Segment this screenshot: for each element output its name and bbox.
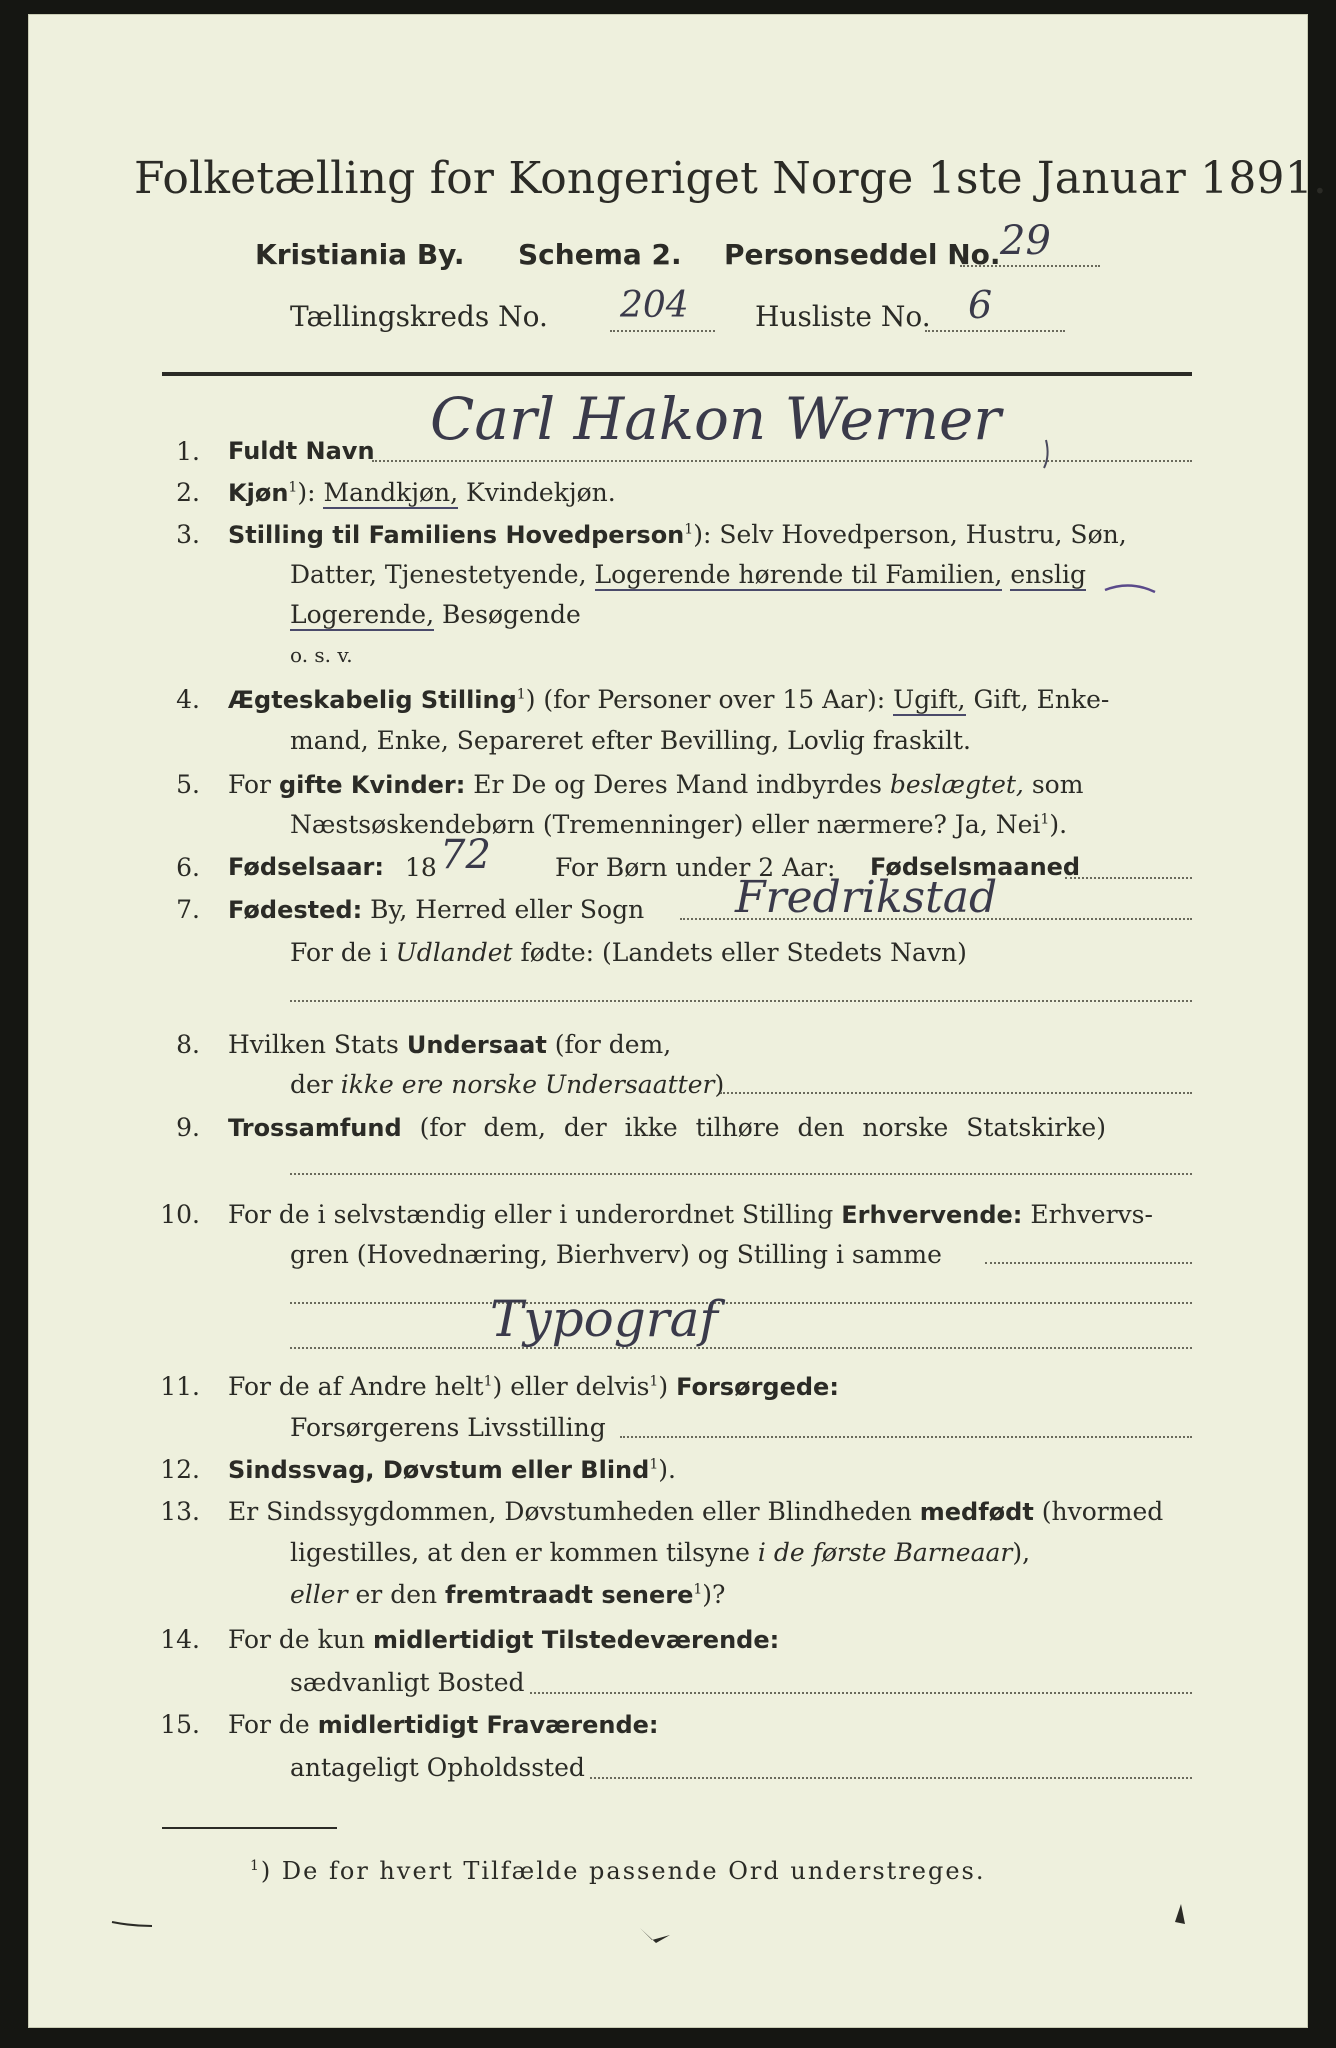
header-rule <box>162 372 1192 376</box>
schema-label: Schema 2. <box>518 238 682 271</box>
item-10-dotline-2 <box>290 1302 1192 1304</box>
item-9-number: 9. <box>176 1113 200 1142</box>
handwritten-full-name: Carl Hakon Werner <box>430 385 1002 453</box>
option-logerende-horende-underlined: Logerende hørende til Familien, <box>594 560 1003 589</box>
item-4-line-1 <box>228 685 1109 714</box>
item-3-line-2 <box>290 560 1086 589</box>
item-9-line-1 <box>228 1113 1106 1142</box>
item-5-sup: 1 <box>1040 811 1050 828</box>
item-11-line-1-b: ) eller delvis <box>492 1372 650 1401</box>
item-15-number: 15. <box>160 1710 200 1739</box>
item-5-number: 5. <box>176 770 200 799</box>
item-5-label: gifte Kvinder: <box>278 771 466 799</box>
item-10-line-1-a: For de i selvstændig eller i underordnet Stilling <box>228 1200 834 1229</box>
option-enslig-underlined: enslig <box>1010 560 1087 589</box>
item-15-label: midlertidigt Fraværende: <box>317 1711 659 1739</box>
item-3-osv: o. s. v. <box>290 643 353 667</box>
item-13-number: 13. <box>160 1497 200 1526</box>
item-1-dotline <box>372 460 1192 462</box>
handwritten-occupation: Typograf <box>490 1290 718 1348</box>
item-8-line-2 <box>290 1070 724 1099</box>
item-2-label: Kjøn <box>228 479 289 507</box>
item-13-line-2-a: ligestilles, at den er kommen tilsyne <box>290 1538 750 1567</box>
item-14-number: 14. <box>160 1625 200 1654</box>
item-3-number: 3. <box>176 520 200 549</box>
item-4-line-1-rest: ) (for Personer over 15 Aar): <box>525 685 886 714</box>
husliste-label: Husliste No. <box>755 300 931 333</box>
item-14-label: midlertidigt Tilstedeværende: <box>372 1626 780 1654</box>
item-5-line-1-a: For <box>228 770 271 799</box>
item-8-label: Undersaat <box>406 1031 547 1059</box>
item-10-dotline <box>985 1262 1192 1264</box>
item-12-line <box>228 1455 676 1484</box>
item-15-line-2: antageligt Opholdssted <box>290 1753 585 1782</box>
item-6-label: Fødselsaar: <box>228 853 384 881</box>
item-2-sup: 1 <box>288 479 298 496</box>
item-3-line-2-start: Datter, Tjenestetyende, <box>290 560 587 589</box>
footnote-rule <box>162 1827 337 1829</box>
item-14-line-1-a: For de kun <box>228 1625 366 1654</box>
item-15-line-1 <box>228 1710 659 1739</box>
kreds-label: Tællingskreds No. <box>290 300 548 333</box>
item-5-line-2 <box>290 810 1067 839</box>
item-5-line-2-end: ). <box>1049 810 1068 839</box>
item-13-line-3 <box>290 1580 725 1609</box>
personseddel-dotline <box>960 265 1100 267</box>
item-6-dotline <box>1065 877 1192 879</box>
item-13-line-3-italic: eller <box>290 1580 348 1609</box>
item-14-dotline <box>530 1692 1192 1694</box>
item-8-line-2-a: der <box>290 1070 333 1099</box>
item-10-line-1-b: Erhvervs- <box>1030 1200 1153 1229</box>
item-6-year-prefix: 18 <box>405 853 437 882</box>
option-ugift-underlined: Ugift, <box>893 685 966 714</box>
item-12-label: Sindssvag, Døvstum eller Blind <box>228 1456 650 1484</box>
item-4-line-2: mand, Enke, Separeret efter Bevilling, Lovlig fraskilt. <box>290 726 971 755</box>
item-7-line-2 <box>290 938 967 967</box>
item-11-number: 11. <box>160 1372 200 1401</box>
footnote-sup: 1 <box>250 1858 261 1874</box>
item-11-line-1-c: ) <box>658 1372 669 1401</box>
item-5-line-2-text: Næstsøskendebørn (Tremenninger) eller nærmere? Ja, Nei <box>290 810 1041 839</box>
item-9-label: Trossamfund <box>228 1114 402 1142</box>
item-13-line-1 <box>228 1497 1163 1526</box>
footnote <box>250 1857 985 1885</box>
item-11-label: Forsørgede: <box>676 1373 839 1401</box>
item-11-sup-1: 1 <box>483 1373 493 1390</box>
item-7-line-1 <box>228 895 644 924</box>
item-5-line-1 <box>228 770 1083 799</box>
item-13-line-2-italic: i de første Barneaar <box>757 1538 1013 1567</box>
option-besogende: Besøgende <box>442 600 581 629</box>
item-10-number: 10. <box>160 1200 200 1229</box>
item-8-line-1-a: Hvilken Stats <box>228 1030 399 1059</box>
item-4-number: 4. <box>176 685 200 714</box>
item-11-line-2: Forsørgerens Livsstilling <box>290 1413 606 1442</box>
kreds-number: 204 <box>620 285 689 326</box>
item-5-italic: beslægtet, <box>889 770 1024 799</box>
handwritten-birthplace: Fredrikstad <box>735 872 998 923</box>
item-5-line-1-c: som <box>1031 770 1084 799</box>
item-6-label-2: Fødselsmaaned <box>870 853 1081 881</box>
item-3-line-3 <box>290 600 581 629</box>
item-9-dotline <box>290 1173 1192 1175</box>
item-13-line-2-b: ), <box>1012 1538 1031 1567</box>
item-1-label: Fuldt Navn <box>228 437 375 465</box>
item-13-line-1-b: (hvormed <box>1041 1497 1164 1526</box>
item-11-dotline <box>620 1436 1192 1438</box>
form-title: Folketælling for Kongeriget Norge 1ste Januar 1891. <box>134 153 1328 204</box>
item-2-rest: ): <box>297 478 316 507</box>
item-10-dotline-3 <box>290 1347 1192 1349</box>
item-10-label: Erhvervende: <box>841 1201 1023 1229</box>
item-8-dotline <box>720 1092 1192 1094</box>
kreds-dotline <box>610 330 715 332</box>
item-13-line-2 <box>290 1538 1030 1567</box>
personseddel-label: Personseddel No. <box>724 238 1001 271</box>
item-13-line-3-b: )? <box>702 1580 726 1609</box>
item-8-italic: ikke ere norske Undersaatter <box>340 1070 715 1099</box>
item-7-italic: Udlandet <box>395 938 513 967</box>
item-4-sup: 1 <box>516 686 526 703</box>
item-6-number: 6. <box>176 853 200 882</box>
item-4-label: Ægteskabelig Stilling <box>228 686 517 714</box>
item-8-number: 8. <box>176 1030 200 1059</box>
item-7-dotline-2 <box>290 1000 1192 1002</box>
handwritten-birth-year: 72 <box>440 832 491 878</box>
item-15-line-1-a: For de <box>228 1710 310 1739</box>
item-3-sup: 1 <box>684 521 694 538</box>
item-7-label: Fødested: <box>228 896 363 924</box>
item-14-line-2: sædvanligt Bosted <box>290 1668 525 1697</box>
item-6-mid: For Børn under 2 Aar: <box>555 853 836 882</box>
item-3-label: Stilling til Familiens Hovedperson <box>228 521 685 549</box>
item-8-line-1 <box>228 1030 671 1059</box>
item-13-label-2: fremtraadt senere <box>445 1581 694 1609</box>
item-9-rest: (for dem, der ikke tilhøre den norske Statskirke) <box>419 1113 1106 1142</box>
city-label: Kristiania By. <box>255 238 465 271</box>
item-7-rest: By, Herred eller Sogn <box>370 895 645 924</box>
item-5-line-1-b: Er De og Deres Mand indbyrdes <box>473 770 882 799</box>
item-7-number: 7. <box>176 895 200 924</box>
option-kvindekjon: Kvindekjøn. <box>466 478 616 507</box>
item-11-line-1 <box>228 1372 839 1401</box>
item-12-rest: ). <box>658 1455 676 1484</box>
item-2-line <box>228 478 616 507</box>
item-10-line-2: gren (Hovednæring, Bierhverv) og Stilling i samme <box>290 1240 942 1269</box>
item-4-line-1-end: Gift, Enke- <box>973 685 1110 714</box>
item-15-dotline <box>590 1777 1192 1779</box>
item-8-line-1-b: (for dem, <box>554 1030 672 1059</box>
item-7-line-2-b: fødte: (Landets eller Stedets Navn) <box>520 938 967 967</box>
personseddel-number: 29 <box>1000 218 1051 264</box>
item-13-sup: 1 <box>693 1581 703 1598</box>
item-11-sup-2: 1 <box>649 1373 659 1390</box>
item-14-line-1 <box>228 1625 779 1654</box>
item-3-line-1-rest: ): Selv Hovedperson, Hustru, Søn, <box>693 520 1127 549</box>
item-1-number: 1. <box>176 437 200 466</box>
item-10-line-1 <box>228 1200 1153 1229</box>
item-7-line-2-a: For de i <box>290 938 388 967</box>
item-2-number: 2. <box>176 478 200 507</box>
option-mandkjon-underlined: Mandkjøn, <box>323 478 459 507</box>
item-3-line-1 <box>228 520 1127 549</box>
item-12-sup: 1 <box>649 1456 659 1473</box>
item-8-line-2-b: ) <box>714 1070 725 1099</box>
option-logerende-underlined: Logerende, <box>290 600 435 629</box>
husliste-dotline <box>925 330 1065 332</box>
item-11-line-1-a: For de af Andre helt <box>228 1372 484 1401</box>
item-12-number: 12. <box>160 1455 200 1484</box>
item-13-line-1-a: Er Sindssygdommen, Døvstumheden eller Blindheden <box>228 1497 912 1526</box>
item-13-line-3-a: er den <box>355 1580 438 1609</box>
footnote-text: ) De for hvert Tilfælde passende Ord understreges. <box>260 1857 986 1885</box>
item-13-label: medfødt <box>919 1498 1034 1526</box>
husliste-number: 6 <box>968 283 993 327</box>
